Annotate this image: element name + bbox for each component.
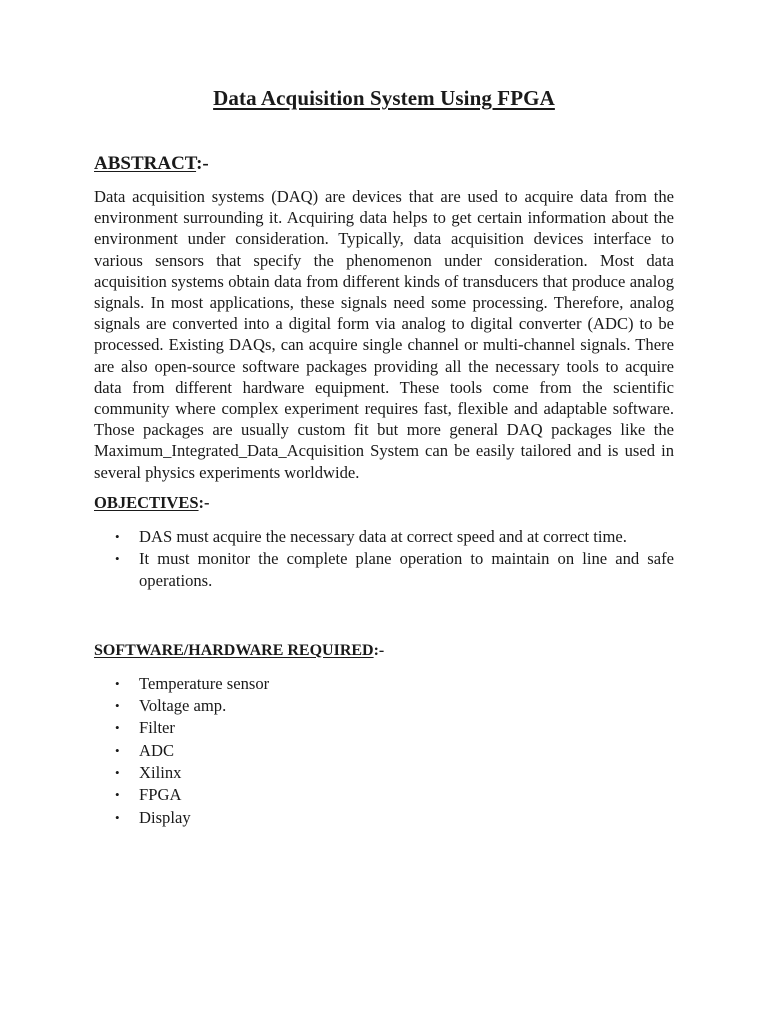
objective-text: It must monitor the complete plane operation to maintain on line and safe operations. [139,549,674,591]
objectives-list [94,526,674,593]
list-item [115,548,674,593]
list-item [115,695,674,717]
bullet-icon: • [115,675,120,691]
list-item [115,807,674,829]
list-item [115,526,674,548]
requirement-text: Xilinx [139,762,182,782]
requirement-text: Filter [139,718,175,738]
requirements-heading-label: SOFTWARE/HARDWARE REQUIRED [94,641,374,659]
requirement-text: ADC [139,740,175,760]
list-item [115,762,674,784]
list-item [115,717,674,739]
bullet-icon: • [115,551,120,567]
list-item [115,784,674,806]
page-title: Data Acquisition System Using FPGA [213,86,555,110]
requirement-text: FPGA [139,785,182,805]
objectives-heading-suffix: :- [198,492,210,512]
bullet-icon: • [115,698,120,714]
objectives-heading-label: OBJECTIVES [94,492,199,512]
requirement-text: Display [139,807,191,827]
objective-text: DAS must acquire the necessary data at correct speed and at correct time. [139,526,627,546]
list-item [115,740,674,762]
requirement-text: Temperature sensor [139,673,270,693]
bullet-icon: • [115,787,120,803]
objectives-heading [94,493,674,513]
bullet-icon: • [115,764,120,780]
abstract-heading-label: ABSTRACT [94,153,197,174]
abstract-paragraph: Data acquisition systems (DAQ) are devices that are used to acquire data from the environment surrounding it. Acquiring data helps to get certain information about the environment under consideration. Typically, data acquisition devices interface to various sensors that specify the phenomenon under consideration. Most data acquisition systems obtain data from different kinds of transducers that produce analog signals. In most applications, these signals need some processing. Therefore, analog signals are converted into a digital form via analog to digital converter (ADC) to be processed. Existing DAQs, can acquire single channel or multi-channel signals. There are also open-source software packages providing all the necessary tools to acquire data from different hardware equipment. These tools come from the scientific community where complex experiment requires fast, flexible and adaptable software. Those packages are usually custom fit but more general DAQ packages like the Maximum_Integrated_Data_Acquisition System can be easily tailored and is used in several physics experiments worldwide. [94,187,674,482]
bullet-icon: • [115,528,120,544]
requirements-list [94,673,674,829]
requirements-heading [94,642,674,660]
bullet-icon: • [115,809,120,825]
abstract-heading-suffix: :- [196,153,209,174]
bullet-icon: • [115,720,120,736]
requirements-heading-suffix: :- [373,641,385,659]
requirement-text: Voltage amp. [139,696,227,716]
list-item [115,673,674,695]
abstract-heading [94,153,674,175]
bullet-icon: • [115,742,120,758]
